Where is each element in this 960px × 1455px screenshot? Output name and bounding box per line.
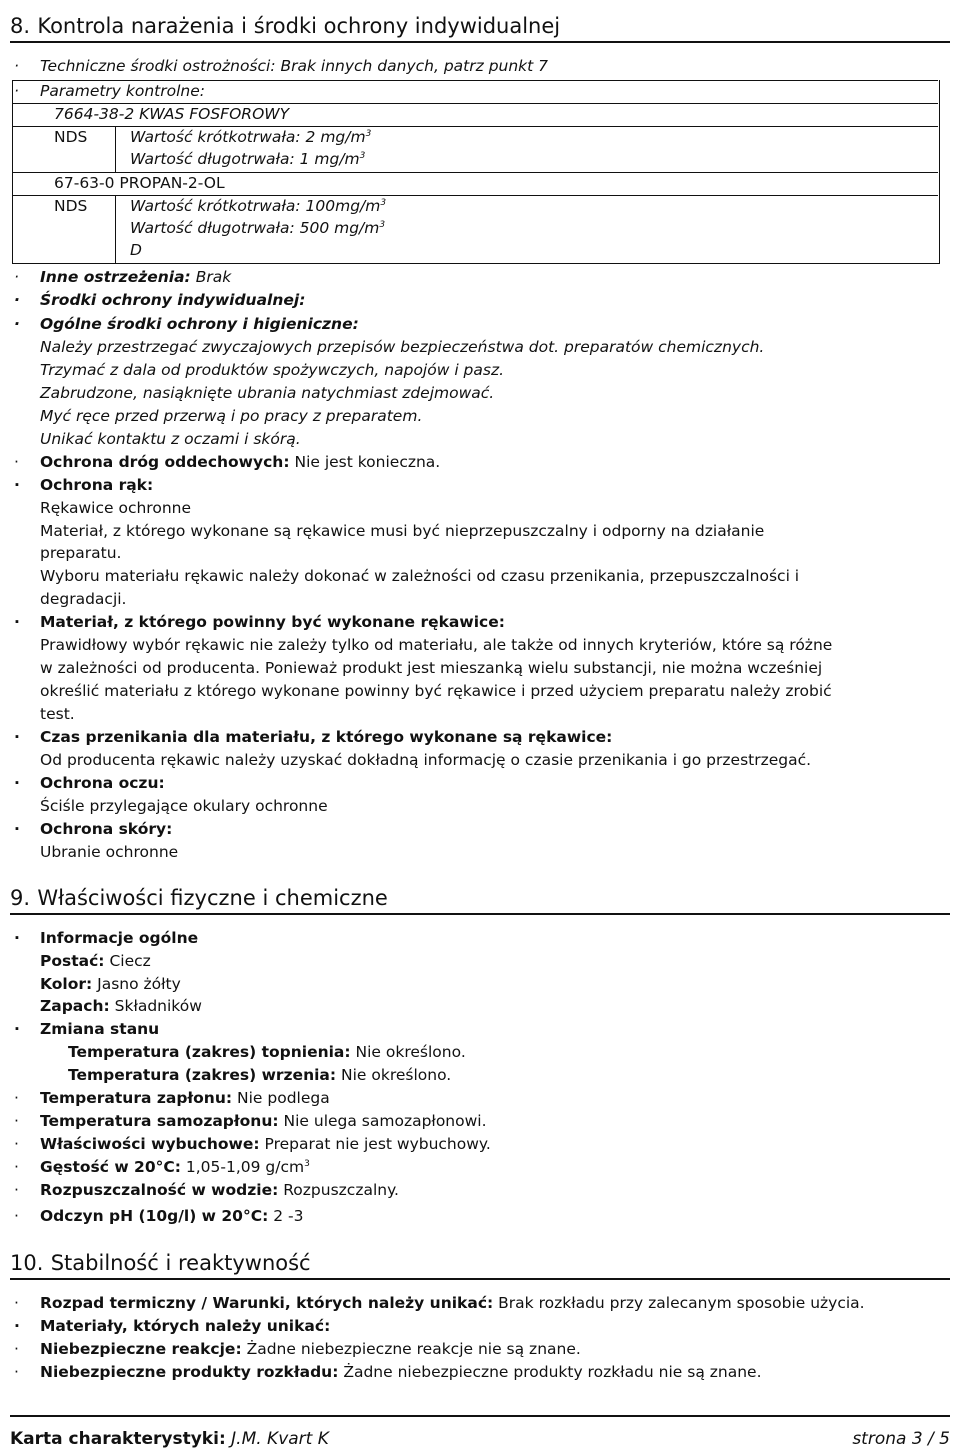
section-10-heading: 10. Stabilność i reaktywność [10,1251,950,1280]
avoid-materials-label: · Materiały, których należy unikać: [14,1317,331,1335]
section-9-heading: 9. Właściwości fizyczne i chemiczne [10,886,950,915]
hand-label: · Ochrona rąk: [14,476,154,494]
general-hygiene-label: · Ogólne środki ochrony i higieniczne: [14,315,359,333]
hand-line-3: preparatu. [40,544,122,562]
section-8-heading: 8. Kontrola narażenia i środki ochrony indywidualnej [10,14,950,43]
hand-line-4: Wyboru materiału rękawic należy dokonać w zależności od czasu przenikania, przepuszczalności i [40,567,800,585]
subst2-long: Wartość długotrwała: 500 $mg/m^3$ [130,219,386,237]
solubility-line: · Rozpuszczalność w wodzie: Rozpuszczalny. [14,1181,399,1199]
subst1-type: NDS [54,128,88,146]
subst1-vline [115,126,116,172]
explosive-line: · Właściwości wybuchowe: Preparat nie jest wybuchowy. [14,1135,491,1153]
subst2-name: 67-63-0 PROPAN-2-OL [54,174,225,192]
hand-line-2: Materiał, z którego wykonane są rękawice musi być nieprzepuszczalny i odporny na działanie [40,522,765,540]
subst2-vline [115,195,116,263]
penetration-label: · Czas przenikania dla materiału, z którego wykonane są rękawice: [14,728,613,746]
page-number: strona 3 / 5 [852,1429,950,1449]
material-line-4: test. [40,705,75,723]
subst2-type: NDS [54,197,88,215]
respiratory-line: · Ochrona dróg oddechowych: Nie jest konieczna. [14,453,441,471]
material-line-1: Prawidłowy wybór rękawic nie zależy tylko od materiału, ale także od innych kryteriów, które są różne [40,636,833,654]
autoignition-line: · Temperatura samozapłonu: Nie ulega samozapłonowi. [14,1112,487,1130]
color-line: Kolor: Jasno żółty [40,975,181,993]
melting-line: Temperatura (zakres) topnienia: Nie określono. [68,1043,466,1061]
page-footer [10,1415,950,1449]
hand-line-1: Rękawice ochronne [40,499,192,517]
state-label: · Zmiana stanu [14,1020,160,1038]
params-label: · Parametry kontrolne: [14,82,206,100]
density-line: · Gęstość w 20°C: 1,05-1,09 $g/cm^3$ [14,1158,310,1176]
skin-label: · Ochrona skóry: [14,820,173,838]
subst1-short: Wartość krótkotrwała: 2 $mg/m^3$ [130,128,372,146]
section-10-title: Stabilność i reaktywność [50,1251,311,1275]
general-line-2: Trzymać z dala od produktów spożywczych, napojów i pasz. [40,361,505,379]
section-9-title: Właściwości fizyczne i chemiczne [37,886,388,910]
eye-value: Ściśle przylegające okulary ochronne [40,797,328,815]
ppe-label: · Środki ochrony indywidualnej: [14,291,306,309]
reactions-line: · Niebezpieczne reakcje: Żadne niebezpieczne reakcje nie są znane. [14,1340,581,1358]
general-line-4: Myć ręce przed przerwą i po pracy z preparatem. [40,407,423,425]
hand-line-5: degradacji. [40,590,127,608]
boiling-line: Temperatura (zakres) wrzenia: Nie określono. [68,1066,452,1084]
decomposition-products-line: · Niebezpieczne produkty rozkładu: Żadne niebezpieczne produkty rozkładu nie są znane. [14,1363,762,1381]
subst2-short: Wartość krótkotrwała: $100mg/m^3$ [130,197,387,215]
tech-measures-line: · Techniczne środki ostrożności: Brak innych danych, patrz punkt 7 [14,57,549,75]
flash-line: · Temperatura zapłonu: Nie podlega [14,1089,330,1107]
material-line-2: w zależności od producenta. Ponieważ produkt jest mieszanką wielu substancji, nie można wcześniej [40,659,823,677]
footer-value: J.M. Kvart K [231,1429,329,1449]
footer-label: Karta charakterystyki: [10,1429,226,1449]
decomposition-line: · Rozpad termiczny / Warunki, których należy unikać: Brak rozkładu przy zalecanym sposobie użycia. [14,1294,865,1312]
odor-line: Zapach: Składników [40,997,202,1015]
material-line-3: określić materiału z którego wykonane powinny być rękawice i przed użyciem preparatu należy zrobić [40,682,832,700]
section-8-title: Kontrola narażenia i środki ochrony indywidualnej [37,14,561,38]
subst1-long: Wartość długotrwała: 1 $mg/m^3$ [130,150,366,168]
subst1-name: 7664-38-2 KWAS FOSFOROWY [54,105,290,123]
form-line: Postać: Ciecz [40,952,151,970]
penetration-value: Od producenta rękawic należy uzyskać dokładną informację o czasie przenikania i go przestrzegać. [40,751,812,769]
subst2-extra: D [130,241,142,259]
ph-line: · Odczyn pH (10g/l) w 20°C: 2 -3 [14,1207,304,1225]
general-line-1: Należy przestrzegać zwyczajowych przepisów bezpieczeństwa dot. preparatów chemicznych. [40,338,765,356]
general-line-3: Zabrudzone, nasiąknięte ubrania natychmiast zdejmować. [40,384,495,402]
eye-label: · Ochrona oczu: [14,774,165,792]
glove-material-label: · Materiał, z którego powinny być wykonane rękawice: [14,613,505,631]
general-line-5: Unikać kontaktu z oczami i skórą. [40,430,301,448]
general-info-label: · Informacje ogólne [14,929,199,947]
skin-value: Ubranie ochronne [40,843,179,861]
other-warnings-line: · Inne ostrzeżenia: Brak [14,268,232,286]
